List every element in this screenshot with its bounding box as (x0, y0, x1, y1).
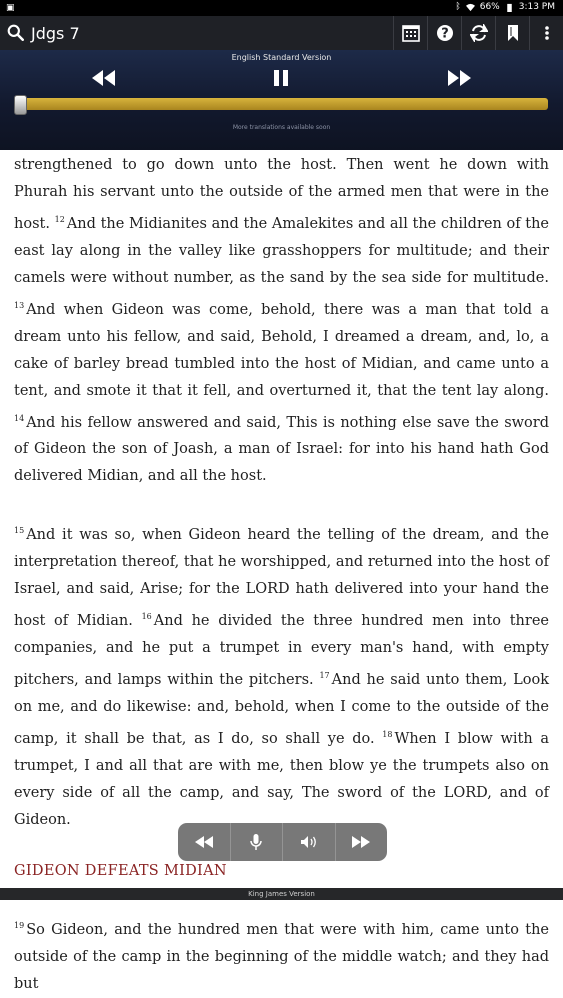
audio-version-label: English Standard Version (231, 53, 332, 62)
bookmark-button[interactable] (495, 16, 529, 50)
bottom-version-bar[interactable]: King James Version (0, 888, 563, 900)
speaker-icon (300, 835, 318, 849)
audio-progress-bar[interactable] (16, 98, 548, 110)
battery-icon (505, 3, 514, 12)
rewind-icon[interactable] (90, 68, 116, 88)
search-icon[interactable] (7, 24, 24, 41)
verse-text[interactable]: strengthened to go down unto the host. Then went he down with Phurah his servant unto the outside of the armed men that were in the host. (14, 157, 549, 232)
verse-text[interactable]: And the Midianites and the Amalekites and all the children of the east lay along in the valley like grasshoppers for multitude; and their camels were without number, as the sand by the sea side for multitude. (14, 215, 549, 286)
status-bar (0, 0, 563, 16)
verse-number: 14 (14, 413, 25, 423)
fast-forward-icon[interactable] (447, 68, 473, 88)
svg-text:?: ? (440, 26, 449, 42)
section-heading: GIDEON DEFEATS MIDIAN (14, 862, 227, 879)
verse-number: 17 (319, 671, 330, 681)
more-translations-label: More translations available soon (232, 124, 331, 131)
microphone-icon (250, 833, 262, 851)
notification-icon: ▣ (6, 3, 15, 13)
help-icon (436, 24, 454, 42)
calendar-button[interactable] (393, 16, 427, 50)
verse-text[interactable]: And he divided the three hundred men into three companies, and he put a trumpet in every man's hand, with empty pitchers, and lamps within the pitchers. (14, 613, 549, 688)
verse-number: 13 (14, 300, 25, 310)
overflow-menu-icon (544, 24, 550, 42)
bluetooth-icon: ᛒ (455, 2, 461, 12)
calendar-icon (402, 24, 420, 42)
mini-audio-controls (178, 823, 387, 861)
action-bar (0, 16, 563, 50)
clock: 3:13 PM (518, 2, 555, 12)
rewind-icon (194, 835, 214, 849)
verse-text[interactable]: And when Gideon was come, behold, there was a man that told a dream unto his fellow, and said, Behold, I dreamed a dream, and, lo, a cake of barley bread tumbled into the host of Midian, and came unto a tent, and smote it that it fell, and overturned it, that the tent lay along. (14, 301, 549, 399)
paragraph (14, 152, 549, 490)
wifi-icon (466, 3, 475, 12)
help-button[interactable] (427, 16, 461, 50)
sync-icon (470, 24, 488, 42)
paragraph (14, 517, 549, 833)
verse-number: 12 (54, 215, 65, 224)
sync-button[interactable] (461, 16, 495, 50)
verse-text[interactable]: And it was so, when Gideon heard the telling of the dream, and the interpretation thereof, that he worshipped, and returned into the host of Israel, and said, Arise; for the LORD hath delivered into your hand the host of Midian. (14, 527, 549, 630)
verse-number: 18 (382, 729, 393, 739)
verse-text[interactable]: And he said unto them, Look on me, and do likewise: and, behold, when I come to the outside of the camp, it shall be that, as I do, so shall ye do. (14, 671, 549, 747)
verse-text[interactable]: And his fellow answered and said, This is nothing else save the sword of Gideon the son of Joash, a man of Israel: for into his hand hath God delivered Midian, and all the host. (14, 414, 549, 485)
passage-title[interactable]: Jdgs 7 (31, 24, 80, 43)
audio-player (0, 50, 563, 150)
verse-text[interactable]: So Gideon, and the hundred men that were with him, came unto the outside of the camp in the beginning of the middle watch; and they had but (14, 921, 549, 992)
scripture-text (14, 152, 549, 998)
fast-forward-icon (351, 835, 371, 849)
paragraph (14, 912, 549, 998)
mini-rewind-button[interactable] (178, 823, 231, 861)
microphone-button[interactable] (231, 823, 284, 861)
verse-number: 19 (14, 920, 25, 930)
progress-handle[interactable] (14, 95, 27, 115)
verse-text[interactable]: When I blow with a trumpet, I and all that are with me, then blow ye the trumpets also on every side of all the camp, and say, The sword of the LORD, and of Gideon. (14, 730, 550, 828)
bookmark-icon (504, 24, 522, 42)
overflow-menu-button[interactable] (529, 16, 563, 50)
verse-number: 16 (141, 612, 152, 622)
mini-fast-forward-button[interactable] (336, 823, 388, 861)
volume-button[interactable] (283, 823, 336, 861)
pause-icon[interactable] (272, 68, 290, 88)
verse-number: 15 (14, 526, 25, 536)
battery-label: 66% (479, 2, 500, 12)
